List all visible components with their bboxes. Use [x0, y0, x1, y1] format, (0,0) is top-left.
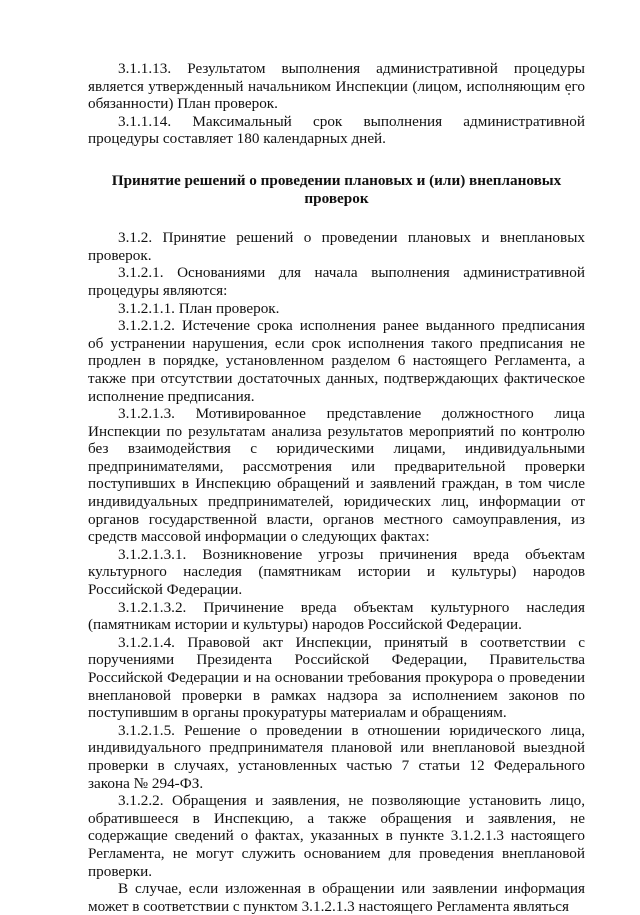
paragraph-3-1-2-1-2: 3.1.2.1.2. Истечение срока исполнения ранее выданного предписания об устранении нарушения, если срок исполнения такого предписания не продлен в порядке, установленном разделом 6 настоящего Регламента, а также при отсутствии достаточных данных, подтверждающих фактическое исполнение предписания. [88, 317, 585, 405]
paragraph-3-1-2-1-3: 3.1.2.1.3. Мотивированное представление должностного лица Инспекции по результатам анализа результатов мероприятий по контролю без взаимодействия с юридическими лицами, индивидуальными предпринимателями, рассмотрения или предварительной проверки поступивших в Инспекцию обращений и заявлений граждан, в том числе индивидуальных предпринимателей, юридических лиц, информации от органов государственной власти, органов местного самоуправления, из средств массовой информации о следующих фактах: [88, 405, 585, 546]
paragraph-3-1-2-1: 3.1.2.1. Основаниями для начала выполнения административной процедуры являются: [88, 264, 585, 299]
document-body [88, 60, 585, 915]
paragraph-3-1-2-1-1: 3.1.2.1.1. План проверок. [118, 299, 280, 317]
section-heading: Принятие решений о проведении плановых и (или) внеплановых проверок [111, 171, 562, 207]
paragraph-continuation: В случае, если изложенная в обращении или заявлении информация может в соответствии с пунктом 3.1.2.1.3 настоящего Регламента являться [88, 880, 585, 915]
paragraph-3-1-1-14: 3.1.1.14. Максимальный срок выполнения административной процедуры составляет 180 календарных дней. [88, 112, 585, 148]
paragraph-3-1-1-13: 3.1.1.13. Результатом выполнения административной процедуры является утвержденный начальником Инспекции (лицом, исполняющим его обязанности) План проверок. [88, 60, 585, 113]
paragraph-3-1-2-1-4: 3.1.2.1.4. Правовой акт Инспекции, принятый в соответствии с поручениями Президента Российской Федерации, Правительства Российской Федерации и на основании требования прокурора о проведении внеплановой проверки в рамках надзора за исполнением законов по поступившим в органы прокуратуры материалам и обращениям. [88, 633, 585, 722]
paragraph-3-1-2-2: 3.1.2.2. Обращения и заявления, не позволяющие установить лицо, обратившееся в Инспекцию, а также обращения и заявления, не содержащие сведений о фактах, указанных в пункте 3.1.2.1.3 настоящего Регламента, не могут служить основанием для проведения внеплановой проверки. [88, 792, 585, 880]
paragraph-3-1-2-1-3-2: 3.1.2.1.3.2. Причинение вреда объектам культурного наследия (памятникам истории и культуры) народов Российской Федерации. [88, 598, 585, 634]
paragraph-3-1-2-1-5: 3.1.2.1.5. Решение о проведении в отношении юридического лица, индивидуального предпринимателя плановой или внеплановой выездной проверки в случаях, установленных частью 7 статьи 12 Федерального закона № 294-ФЗ. [88, 721, 585, 792]
paragraph-3-1-2: 3.1.2. Принятие решений о проведении плановых и внеплановых проверок. [88, 229, 585, 264]
paragraph-3-1-2-1-3-1: 3.1.2.1.3.1. Возникновение угрозы причинения вреда объектам культурного наследия (памятникам истории и культуры) народов Российской Федерации. [88, 545, 585, 599]
